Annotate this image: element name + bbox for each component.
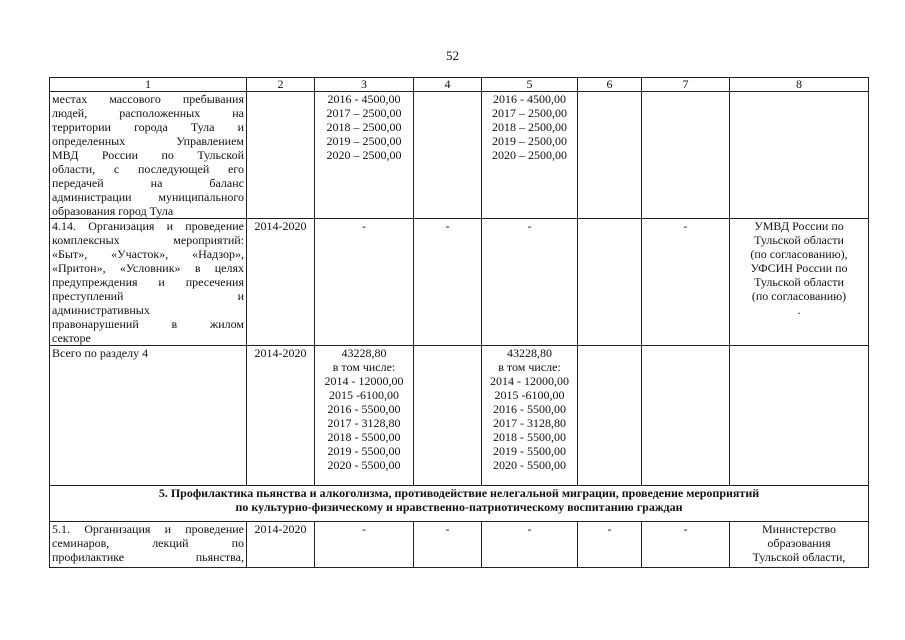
section-heading-row [50, 486, 869, 522]
header-row [50, 78, 869, 92]
funding-total-cell: - [315, 522, 414, 568]
program-table [49, 77, 869, 568]
funding-col6-cell [578, 219, 642, 346]
funding-total-cell: 43228,80 в том числе: 2014 - 12000,00 2015 -6100,00 2016 - 5500,00 2017 - 3128,80 2018 - 5500,00 2019 - 5500,00 2020 - 5500,00 [315, 346, 414, 486]
header-col-6: 6 [578, 78, 642, 92]
funding-col4-cell: - [414, 219, 482, 346]
funding-col5-cell: - [482, 522, 578, 568]
header-col-8: 8 [730, 78, 869, 92]
period-cell: 2014-2020 [247, 522, 315, 568]
funding-col7-cell: - [642, 522, 730, 568]
funding-col4-cell [414, 346, 482, 486]
table-row [50, 92, 869, 219]
header-col-1: 1 [50, 78, 247, 92]
period-cell: 2014-2020 [247, 346, 315, 486]
funding-col6-cell [578, 92, 642, 219]
header-col-4: 4 [414, 78, 482, 92]
funding-total-cell: - [315, 219, 414, 346]
measure-description: 4.14. Организация и проведение комплексных мероприятий: «Быт», «Участок», «Надзор», «Притон», «Условник» в целях предупреждения и пресечения преступлений и административных правонарушений в жилом секторе [50, 219, 247, 346]
table-row [50, 219, 869, 346]
funding-col4-cell [414, 92, 482, 219]
responsible-cell [730, 346, 869, 486]
funding-col6-cell: - [578, 522, 642, 568]
measure-description: 5.1. Организация и проведение семинаров, лекций по профилактике пьянства, [50, 522, 247, 568]
funding-col5-cell: 43228,80 в том числе: 2014 - 12000,00 2015 -6100,00 2016 - 5500,00 2017 - 3128,80 2018 - 5500,00 2019 - 5500,00 2020 - 5500,00 [482, 346, 578, 486]
funding-col7-cell [642, 346, 730, 486]
section-heading: 5. Профилактика пьянства и алкоголизма, противодействие нелегальной миграции, проведение мероприятий по культурно-физическому и нравственно-патриотическому воспитанию граждан [50, 486, 869, 522]
page-number: 52 [446, 48, 459, 63]
responsible-cell: Министерство образования Тульской области, [730, 522, 869, 568]
funding-col7-cell: - [642, 219, 730, 346]
funding-col4-cell: - [414, 522, 482, 568]
funding-total-cell: 2016 - 4500,00 2017 – 2500,00 2018 – 2500,00 2019 – 2500,00 2020 – 2500,00 [315, 92, 414, 219]
header-col-5: 5 [482, 78, 578, 92]
period-cell: 2014-2020 [247, 219, 315, 346]
funding-col7-cell [642, 92, 730, 219]
measure-description: местах массового пребывания людей, расположенных на территории города Тула и определенных Управлением МВД России по Тульской области, с последующей его передачей на баланс администрации муниципального образования город Тула [50, 92, 247, 219]
header-col-2: 2 [247, 78, 315, 92]
header-col-3: 3 [315, 78, 414, 92]
table-row [50, 346, 869, 486]
funding-col5-cell: - [482, 219, 578, 346]
table-row [50, 522, 869, 568]
funding-col6-cell [578, 346, 642, 486]
funding-col5-cell: 2016 - 4500,00 2017 – 2500,00 2018 – 2500,00 2019 – 2500,00 2020 – 2500,00 [482, 92, 578, 219]
responsible-cell [730, 92, 869, 219]
responsible-cell: УМВД России по Тульской области (по согласованию), УФСИН России по Тульской области (по согласованию) . [730, 219, 869, 346]
header-col-7: 7 [642, 78, 730, 92]
period-cell [247, 92, 315, 219]
measure-description: Всего по разделу 4 [50, 346, 247, 486]
